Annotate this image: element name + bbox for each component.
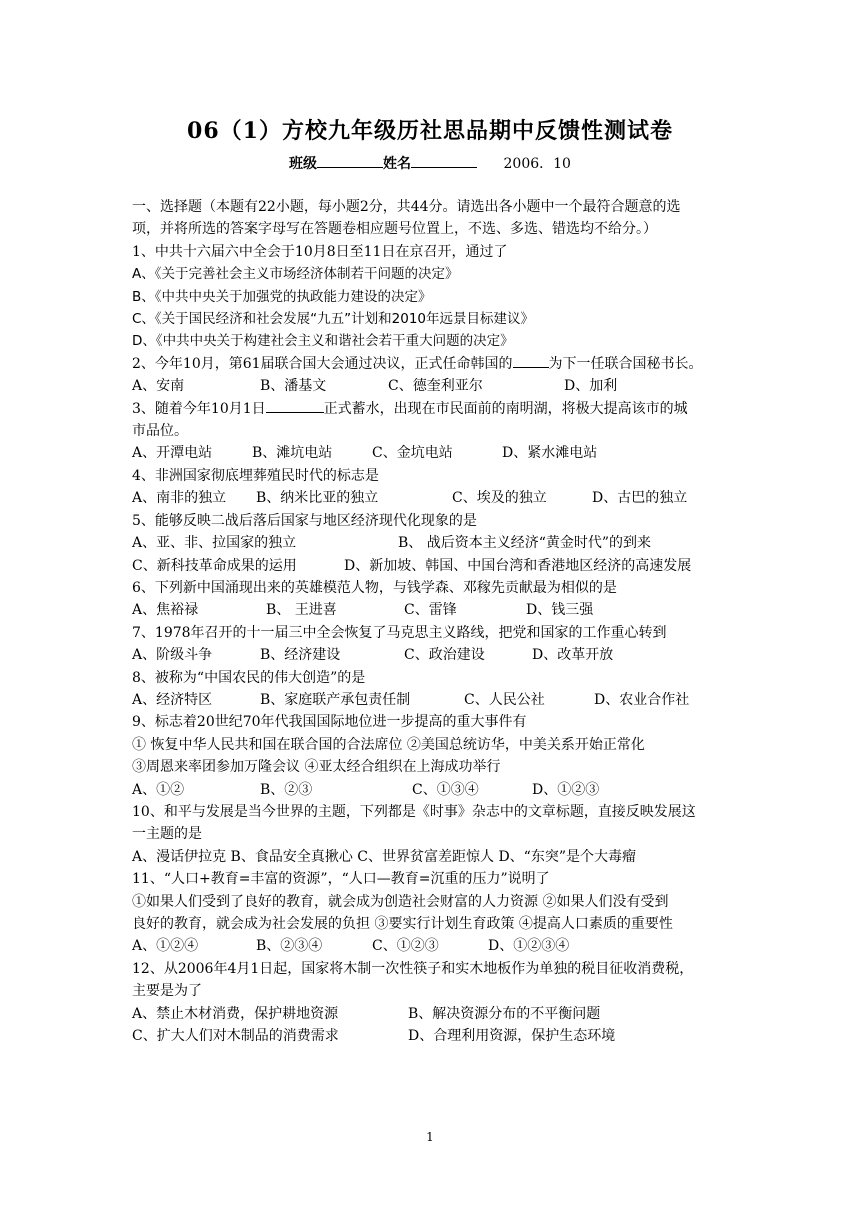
page-title: 06（1）方校九年级历社思品期中反馈性测试卷	[187, 118, 673, 144]
question-8-options	[132, 689, 742, 711]
question-12-options-row-1	[132, 1003, 742, 1025]
question-3-stem	[132, 398, 742, 420]
question-7-option-a: A、阶级斗争	[132, 647, 213, 664]
question-12-option-c: C、扩大人们对木制品的消费需求	[132, 1028, 339, 1045]
page-number: 1	[426, 1130, 434, 1144]
question-11-items-line-2: 良好的教育，就会成为社会发展的负担 ③要实行计划生育政策 ④提高人口素质的重要性	[132, 916, 673, 932]
question-8-stem: 8、被称为“中国农民的伟大创造”的是	[132, 669, 366, 686]
question-3-options	[132, 442, 742, 464]
header-info	[0, 153, 860, 173]
question-9-stem: 9、标志着20世纪70年代我国国际地位进一步提高的重大事件有	[132, 714, 527, 731]
question-3-option-a: A、开潭电站	[132, 445, 213, 462]
question-9-option-d: D、①②③	[532, 781, 600, 798]
name-blank	[411, 154, 477, 168]
name-label: 姓名	[383, 156, 412, 172]
question-5-options-row-2	[132, 555, 742, 577]
question-7-options	[132, 644, 742, 666]
question-12-option-a: A、禁止木材消费，保护耕地资源	[132, 1005, 339, 1022]
question-4-option-c: C、埃及的独立	[452, 490, 547, 507]
question-1-option-d: D、《中共中央关于构建社会主义和谐社会若干重大问题的决定》	[132, 333, 514, 350]
question-1-option-b: B、《中共中央关于加强党的执政能力建设的决定》	[132, 288, 432, 305]
question-5-option-c: C、新科技革命成果的运用	[132, 557, 297, 574]
question-6-option-a: A、焦裕禄	[132, 602, 199, 619]
question-7-stem: 7、1978年召开的十一届三中全会恢复了马克思主义路线，把党和国家的工作重心转到	[132, 624, 667, 641]
question-4-options	[132, 487, 742, 509]
question-8-option-c: C、人民公社	[464, 691, 545, 708]
question-3-option-c: C、金坑电站	[372, 445, 453, 462]
question-11-items-line-1: ①如果人们受到了良好的教育，就会成为创造社会财富的人力资源 ②如果人们没有受到	[132, 893, 669, 910]
question-3-option-b: B、滩坑电站	[252, 445, 333, 462]
question-4-option-d: D、古巴的独立	[592, 490, 688, 507]
question-2-option-d: D、加利	[564, 378, 618, 395]
question-2-blank	[513, 353, 549, 368]
question-6-option-c: C、雷锋	[404, 602, 457, 619]
question-6-stem: 6、下列新中国涌现出来的英雄模范人物，与钱学森、邓稼先贡献最为相似的是	[132, 579, 617, 596]
question-4-option-a: A、南非的独立	[132, 490, 227, 507]
class-label: 班级	[289, 156, 318, 172]
question-9-items-line-2: ③周恩来率团参加万隆会议 ④亚太经合组织在上海成功举行	[132, 759, 501, 776]
question-4-option-b: B、纳米比亚的独立	[256, 490, 379, 507]
question-7-option-d: D、改革开放	[532, 647, 614, 664]
question-9-option-a: A、①②	[132, 781, 185, 798]
question-11-option-d: D、①②③④	[488, 938, 570, 955]
question-3-option-d: D、紧水滩电站	[502, 445, 598, 462]
question-11-stem: 11、“人口+教育=丰富的资源”，“人口—教育=沉重的压力”说明了	[132, 871, 550, 888]
question-5-options-row-1	[132, 532, 742, 554]
question-12-option-d: D、合理利用资源，保护生态环境	[408, 1028, 616, 1045]
question-4-stem: 4、非洲国家彻底埋葬殖民时代的标志是	[132, 467, 379, 484]
question-5-option-a: A、亚、非、拉国家的独立	[132, 535, 297, 552]
question-9-options	[132, 779, 742, 801]
question-12-stem-line-2: 主要是为了	[132, 983, 202, 1000]
question-2-option-c: C、德奎利亚尔	[388, 378, 483, 395]
question-10-stem-line-1: 10、和平与发展是当今世界的主题，下列都是《时事》杂志中的文章标题，直接反映发展这	[132, 803, 696, 820]
class-blank	[317, 154, 383, 168]
section-intro-line-2: 项，并将所选的答案字母写在答题卷相应题号位置上，不选、多选、错选均不给分。）	[132, 221, 657, 238]
question-6-options	[132, 599, 742, 621]
question-3-stem-part1: 3、随着今年10月1日	[132, 400, 266, 417]
question-9-option-c: C、①③④	[412, 781, 479, 798]
question-6-option-d: D、钱三强	[526, 602, 594, 619]
question-11-option-c: C、①②③	[372, 938, 439, 955]
question-9-items-line-1: ① 恢复中华人民共和国在联合国的合法席位 ②美国总统访华，中美关系开始正常化	[132, 736, 645, 753]
question-10-stem-line-2: 一主题的是	[132, 826, 202, 843]
question-1-option-a: A、《关于完善社会主义市场经济体制若干问题的决定》	[132, 266, 459, 283]
question-5-option-d: D、新加坡、韩国、中国台湾和香港地区经济的高速发展	[344, 557, 692, 574]
question-8-option-a: A、经济特区	[132, 691, 213, 708]
question-11-options	[132, 935, 742, 957]
question-7-option-c: C、政治建设	[404, 647, 485, 664]
question-5-stem: 5、能够反映二战后落后国家与地区经济现代化现象的是	[132, 512, 477, 529]
section-intro-line-1: 一、选择题（本题有22小题，每小题2分，共44分。请选出各小题中一个最符合题意的选	[132, 199, 681, 215]
question-content	[132, 196, 742, 1047]
question-3-stem-continued: 市品位。	[132, 423, 188, 440]
question-2-stem-part1: 2、今年10月，第61届联合国大会通过决议，正式任命韩国的	[132, 355, 513, 372]
question-8-option-d: D、农业合作社	[594, 691, 690, 708]
question-1-option-c: C、《关于国民经济和社会发展“九五”计划和2010年远景目标建议》	[132, 311, 535, 328]
question-3-stem-part2: 正式蓄水，出现在市民面前的南明湖，将极大提高该市的城	[323, 400, 688, 417]
question-7-option-b: B、经济建设	[260, 647, 341, 664]
question-3-blank	[266, 398, 324, 413]
test-date: 2006．10	[503, 156, 571, 172]
question-12-stem-line-1: 12、从2006年4月1日起，国家将木制一次性筷子和实木地板作为单独的税目征收消费税，	[132, 960, 694, 977]
question-5-option-b: B、 战后资本主义经济“黄金时代”的到来	[398, 535, 652, 552]
question-11-option-b: B、②③④	[256, 938, 323, 955]
question-6-option-b: B、 王进喜	[266, 602, 337, 619]
question-11-option-a: A、①②④	[132, 938, 199, 955]
question-9-option-b: B、②③	[260, 781, 313, 798]
question-2-options	[132, 375, 742, 397]
question-8-option-b: B、家庭联产承包责任制	[260, 691, 411, 708]
question-2-option-a: A、安南	[132, 378, 185, 395]
question-2-stem-part2: 为下一任联合国秘书长。	[548, 355, 703, 372]
question-10-options: A、漫话伊拉克 B、食品安全真揪心 C、世界贫富差距惊人 D、“东突”是个大毒瘤	[132, 848, 636, 865]
question-1-stem: 1、中共十六届六中全会于10月8日至11日在京召开，通过了	[132, 243, 508, 260]
question-12-option-b: B、解决资源分布的不平衡问题	[408, 1005, 601, 1022]
question-2-stem	[132, 353, 742, 375]
question-12-options-row-2	[132, 1025, 742, 1047]
question-2-option-b: B、潘基文	[260, 378, 327, 395]
